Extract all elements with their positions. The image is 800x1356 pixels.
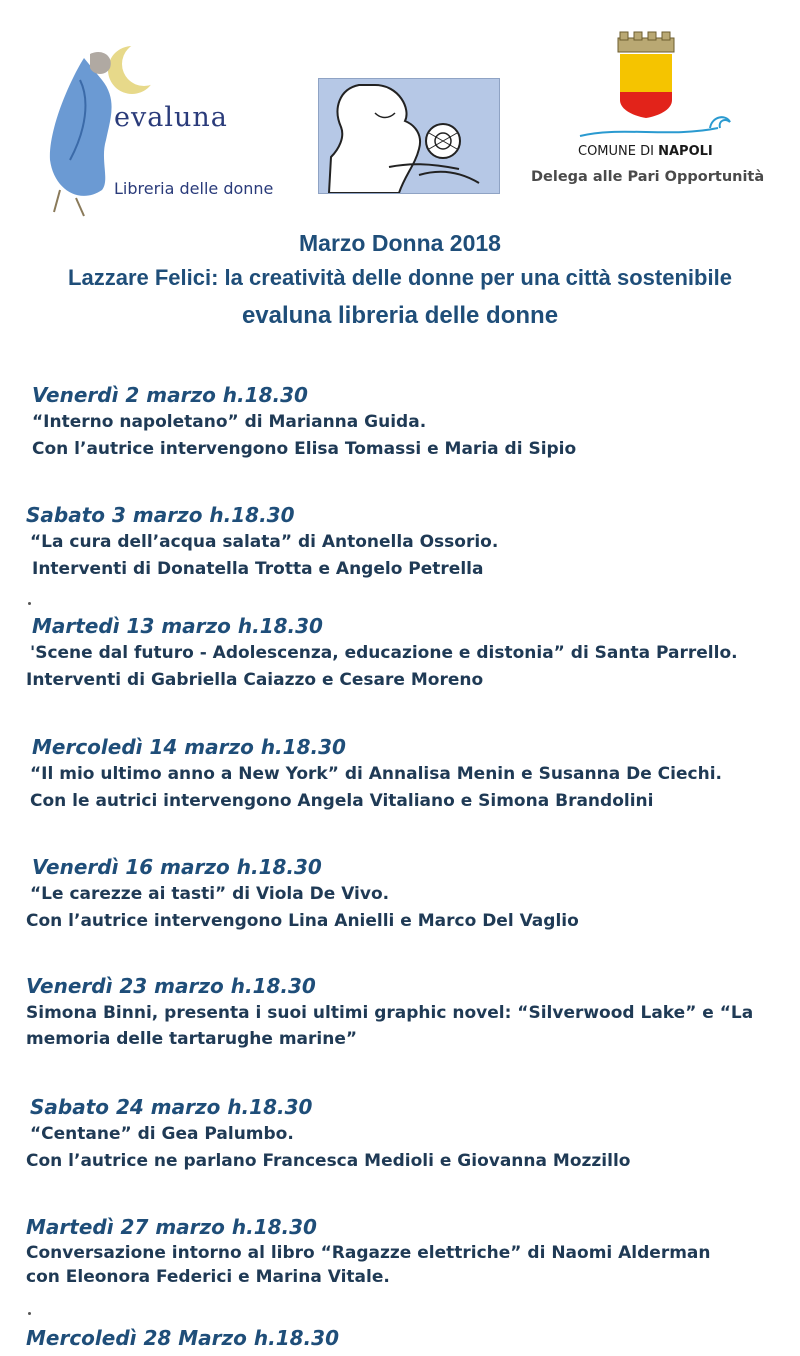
- delega-pari-opportunita: Delega alle Pari Opportunità: [531, 169, 765, 185]
- event-line: Conversazione intorno al libro “Ragazze elettriche” di Naomi Alderman: [26, 1243, 711, 1263]
- event-line: con Eleonora Federici e Marina Vitale.: [26, 1267, 390, 1287]
- event-line: Simona Binni, presenta i suoi ultimi graphic novel: “Silverwood Lake” e “La memoria delle tartarughe marine”: [26, 1003, 754, 1049]
- event-line: Con l’autrice ne parlano Francesca Medioli e Giovanna Mozzillo: [26, 1151, 631, 1171]
- event-line: 'Scene dal futuro - Adolescenza, educazione e distonia” di Santa Parrello.: [30, 643, 738, 663]
- event-date: Martedì 27 marzo h.18.30: [26, 1215, 317, 1239]
- event-line: Con le autrici intervengono Angela Vitaliano e Simona Brandolini: [30, 791, 654, 811]
- woman-with-globe-illustration: [318, 78, 500, 194]
- event-line: “Centane” di Gea Palumbo.: [30, 1124, 294, 1144]
- event-line: “Il mio ultimo anno a New York” di Annalisa Menin e Susanna De Ciechi.: [30, 764, 722, 784]
- event-14-marzo: [0, 733, 800, 815]
- event-date: Venerdì 23 marzo h.18.30: [26, 974, 316, 998]
- theme-title: Lazzare Felici: la creatività delle donne per una città sostenibile: [68, 265, 732, 290]
- comune-napoli-logo: [531, 30, 790, 200]
- comune-city: NAPOLI: [658, 144, 713, 159]
- event-24-marzo: [0, 1093, 800, 1175]
- event-line: Con l’autrice intervengono Elisa Tomassi e Maria di Sipio: [32, 439, 577, 459]
- event-line: “Le carezze ai tasti” di Viola De Vivo.: [30, 884, 390, 904]
- event-date: Sabato 24 marzo h.18.30: [30, 1095, 313, 1119]
- event-13-marzo: [0, 612, 800, 694]
- woman-globe-icon: [319, 79, 499, 193]
- event-3-marzo: [0, 501, 800, 583]
- header: [0, 0, 800, 220]
- event-date: Martedì 13 marzo h.18.30: [32, 614, 323, 638]
- event-line: “La cura dell’acqua salata” di Antonella Ossorio.: [30, 532, 499, 552]
- event-line: Interventi di Gabriella Caiazzo e Cesare Moreno: [26, 670, 484, 690]
- event-28-marzo: [0, 1324, 800, 1352]
- event-date: Sabato 3 marzo h.18.30: [26, 503, 295, 527]
- evaluna-wordmark: evaluna: [114, 102, 228, 133]
- event-16-marzo: [0, 853, 800, 935]
- event-27-marzo: [0, 1213, 800, 1289]
- napoli-coat-of-arms-icon: [560, 30, 790, 140]
- comune-prefix: COMUNE DI: [578, 144, 654, 159]
- evaluna-logo: [40, 40, 300, 220]
- event-23-marzo: [0, 972, 800, 1052]
- stray-dot: [28, 602, 31, 605]
- titles: [0, 226, 800, 336]
- event-date: Venerdì 16 marzo h.18.30: [32, 855, 322, 879]
- stray-dot: [28, 1312, 31, 1315]
- event-line: Con l’autrice intervengono Lina Anielli e Marco Del Vaglio: [26, 911, 579, 931]
- event-line: “Interno napoletano” di Marianna Guida.: [32, 412, 427, 432]
- event-date: Mercoledì 28 Marzo h.18.30: [26, 1326, 339, 1350]
- venue-title: evaluna libreria delle donne: [241, 302, 559, 329]
- event-date: Mercoledì 14 marzo h.18.30: [32, 735, 346, 759]
- evaluna-subtitle: Libreria delle donne: [114, 179, 274, 198]
- main-title: Marzo Donna 2018: [299, 230, 501, 256]
- comune-napoli-text: [578, 144, 713, 159]
- event-date: Venerdì 2 marzo h.18.30: [32, 383, 308, 407]
- event-2-marzo: [0, 381, 800, 463]
- event-line: Interventi di Donatella Trotta e Angelo Petrella: [32, 559, 484, 579]
